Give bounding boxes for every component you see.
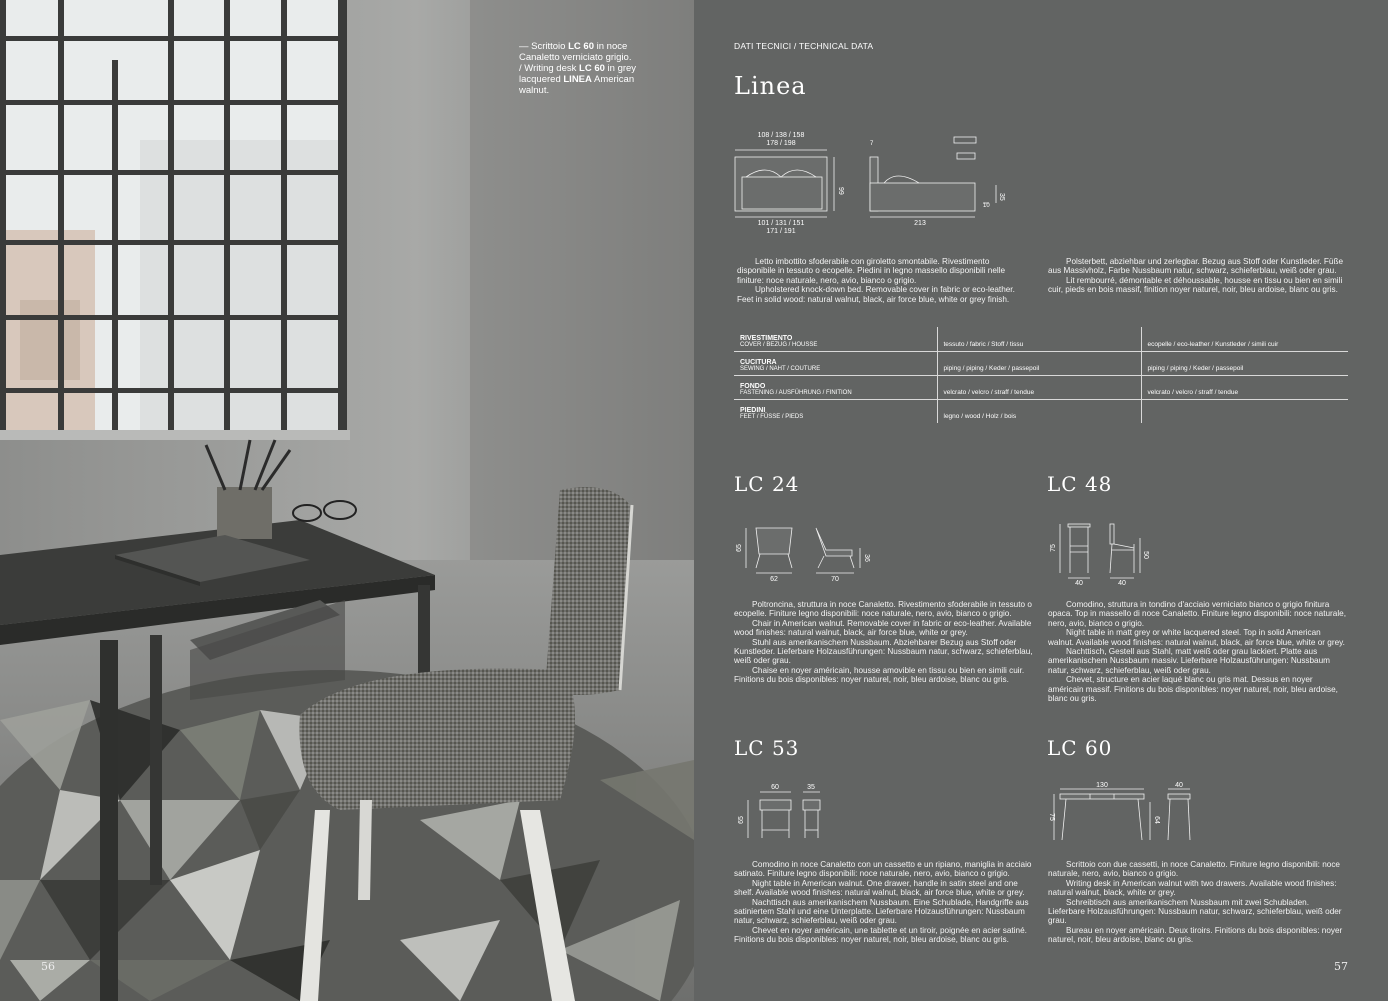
- linea-dim-top-mark: 7: [870, 141, 874, 147]
- lc48-title: LC 48: [1047, 472, 1113, 496]
- lc24-title: LC 24: [734, 472, 800, 496]
- photo-caption: — Scrittoio LC 60 in noce Canaletto verniciato grigio. / Writing desk LC 60 in grey lacquered LINEA American walnut.: [519, 41, 637, 96]
- lc48-dim-seat: 50: [1142, 551, 1149, 559]
- linea-dim-top-1: 108 / 138 / 158: [757, 132, 805, 139]
- lc24-dim-width: 62: [770, 576, 778, 583]
- lc48-dim-width: 40: [1075, 580, 1083, 587]
- linea-dim-length: 213: [914, 220, 926, 227]
- linea-title: Linea: [734, 72, 807, 100]
- linea-dim-height: 99: [837, 187, 844, 195]
- lc53-dim-depth: 35: [807, 784, 815, 791]
- spec-row: FONDO FASTENING / AUSFÜHRUNG / FINITION velcrato / velcro / straff / tendue velcrato / velcro / straff / tendue: [734, 375, 1348, 399]
- lc60-dim-depth: 40: [1175, 782, 1183, 789]
- lc48-dim-height: 75: [1050, 544, 1057, 552]
- lc24-dim-height: 65: [736, 544, 743, 552]
- lc60-description: Scrittoio con due cassetti, in noce Canaletto. Finiture legno disponibili: noce naturale, nero, avio, bianco o grigio. Writing desk in American walnut with two drawers. Available wood finishes: natural walnut, black, white or grey. Schreibtisch aus amerikanischem Nussbaum mit zwei Schubladen. Lieferbare Holzausführungen: Nussbaum natur, schwarz, schieferblau, weiß oder grau. Bureau en noyer américain. Deux tiroirs. Finitions du bois disponibles: noyer naturel, noir, bleu ardoise, blanc ou gris.: [1048, 860, 1343, 945]
- page-number-right: 57: [1334, 960, 1348, 973]
- linea-dim-leg: 10: [983, 203, 990, 209]
- spec-row: RIVESTIMENTO COVER / BEZUG / HOUSSE tessuto / fabric / Stoff / tissu ecopelle / eco-leather / Kunstleder / simili cuir: [734, 327, 1348, 351]
- lc24-chair-drawing: [734, 520, 884, 590]
- linea-dim-top-2: 178 / 198: [766, 140, 796, 147]
- lc60-desk-drawing: [1046, 780, 1206, 851]
- page-number-left: 56: [41, 960, 55, 973]
- lc24-dim-seat: 36: [863, 554, 870, 562]
- linea-spec-table: [734, 327, 1348, 423]
- linea-description-right: Polsterbett, abziehbar und zerlegbar. Bezug aus Stoff oder Kunstleder. Füße aus Massivholz, Farbe Nussbaum natur, schwarz, schieferblau, weiß oder grau. Lit rembourré, démontable et déhoussable, housse en tissu ou bien en simili cuir, pieds en bois massif, finition noyer naturel, noir, bleu ardoise, blanc ou gris.: [1048, 257, 1344, 295]
- section-header: DATI TECNICI / TECHNICAL DATA: [734, 41, 874, 51]
- lc60-dim-height: 75: [1048, 813, 1055, 821]
- lc53-nightstand-drawing: [734, 782, 844, 849]
- lc53-dim-width: 60: [771, 784, 779, 791]
- spec-row: PIEDINI FEET / FÜSSE / PIEDS legno / wood / Holz / bois: [734, 399, 1348, 423]
- lc60-dim-width: 130: [1096, 782, 1108, 789]
- lc53-title: LC 53: [734, 736, 800, 760]
- lc48-description: Comodino, struttura in tondino d'acciaio verniciato bianco o grigio finitura opaca. Top in massello di noce Canaletto. Finiture legno disponibili: noce naturale, nero, avio, bianco o grigio. Night table in matt grey or white lacquered steel. Top in solid American walnut. Available wood finishes: natural walnut, black, air force blue, white or grey. Nachttisch, Gestell aus Stahl, matt weiß oder grau lackiert. Platte aus amerikanischem Nussbaum massiv. Lieferbare Holzausführungen: Nussbaum natur, schwarz, schieferblau, weiß oder grau. Chevet, structure en acier laqué blanc ou gris mat. Dessus en noyer américain massif. Finitions du bois disponibles: noyer naturel, noir, bleu ardoise, blanc ou gris.: [1048, 600, 1346, 704]
- linea-bed-drawing: [724, 125, 1044, 245]
- lc60-title: LC 60: [1047, 736, 1113, 760]
- spec-row: CUCITURA SEWING / NAHT / COUTURE piping / piping / Keder / passepoil piping / piping / Keder / passepoil: [734, 351, 1348, 375]
- linea-dim-side-height: 35: [998, 193, 1005, 201]
- lc53-dim-height: 65: [738, 816, 745, 824]
- lc24-dim-depth: 70: [831, 576, 839, 583]
- linea-dim-bottom-2: 171 / 191: [766, 228, 796, 235]
- lc53-description: Comodino in noce Canaletto con un cassetto e un ripiano, maniglia in acciaio satinato. Finiture legno disponibili: noce naturale, nero, avio, bianco o grigio. Night table in American walnut. One drawer, handle in satin steel and one shelf. Available wood finishes: natural walnut, black, air force blue, white or grey. Nachttisch aus amerikanischem Nussbaum. Eine Schublade, Handgriffe aus satiniertem Stahl und eine Unterplatte. Lieferbare Holzausführungen: Nussbaum natur, schwarz, schieferblau, weiß oder grau. Chevet en noyer américain, une tablette et un tiroir, poignée en acier satiné. Finitions du bois disponibles: noyer naturel, noir, bleu ardoise, blanc ou gris.: [734, 860, 1032, 945]
- lc24-description: Poltroncina, struttura in noce Canaletto. Rivestimento sfoderabile in tessuto o ecopelle. Finiture legno disponibili: noce naturale, nero, avio, bianco o grigio. Chair in American walnut. Removable cover in fabric or eco-leather. Available wood finishes: natural walnut, black, air force blue, white or grey. Stuhl aus amerikanischem Nussbaum. Abziehbarer Bezug aus Stoff oder Kunstleder. Lieferbare Holzausführungen: Nussbaum natur, schwarz, schieferblau, weiß oder grau. Chaise en noyer américain, housse amovible en tissu ou bien en simili cuir. Finitions du bois disponibles: noyer naturel, noir, bleu ardoise, blanc ou gris.: [734, 600, 1033, 685]
- lc60-dim-inner: 64: [1153, 816, 1160, 824]
- lc48-nightstand-drawing: [1046, 518, 1166, 593]
- linea-dim-bottom-1: 101 / 131 / 151: [757, 220, 805, 227]
- linea-description-left: Letto imbottito sfoderabile con giroletto smontabile. Rivestimento disponibile in tessuto o ecopelle. Piedini in legno massello disponibili nelle finiture: noce naturale, nero, avio, bianco o grigio. Upholstered knock-down bed. Removable cover in fabric or eco-leather. Feet in solid wood: natural walnut, black, air force blue, white or grey finish.: [737, 257, 1015, 304]
- lc48-dim-depth: 40: [1118, 580, 1126, 587]
- technical-data-page: [694, 0, 1388, 1001]
